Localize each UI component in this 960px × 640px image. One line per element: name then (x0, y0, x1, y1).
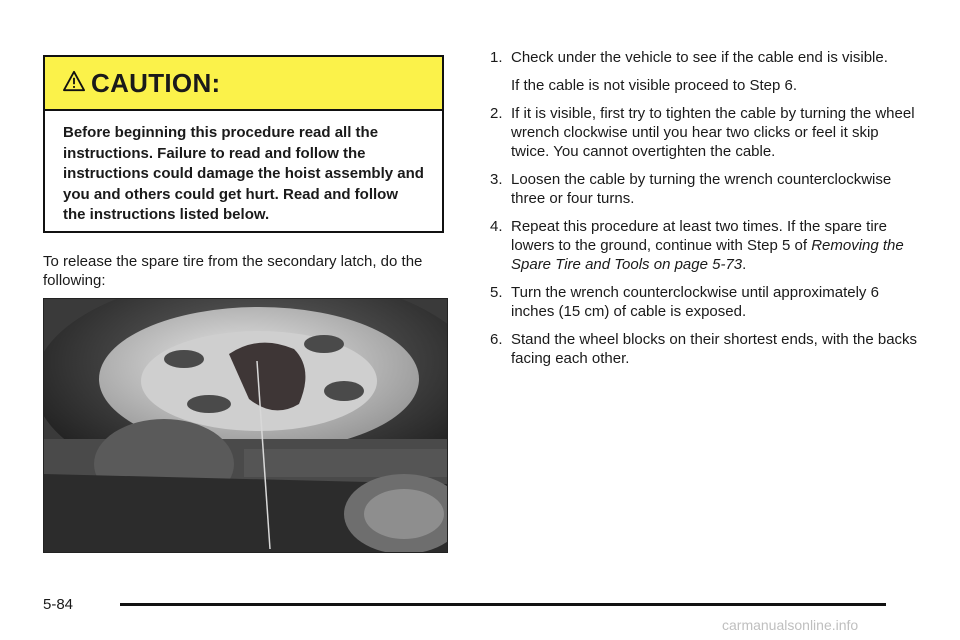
step-text-part: Repeat this procedure at least two times. If the spare tire lowers to the ground, continue with Step 5 of (511, 218, 888, 254)
step-number: 3. (490, 171, 503, 188)
step-number: 2. (490, 105, 503, 122)
step-number: 1. (490, 49, 503, 66)
step-1 (490, 48, 920, 67)
footer-rule (120, 603, 886, 606)
caution-box (43, 55, 444, 233)
step-2 (490, 104, 920, 161)
step-text: If it is visible, first try to tighten the cable by turning the wheel wrench clockwise until you hear two clicks or feel it skip twice. You cannot overtighten the cable. (511, 105, 915, 160)
step-5 (490, 283, 920, 321)
step-text: Check under the vehicle to see if the cable end is visible. (511, 49, 888, 66)
watermark: carmanualsonline.info (722, 617, 859, 633)
page-number: 5-84 (43, 596, 74, 613)
step-number: 5. (490, 284, 503, 301)
caution-header (45, 57, 442, 111)
step-text-part: . (742, 256, 747, 273)
step-number: 4. (490, 218, 503, 235)
spare-tire-photo (43, 298, 448, 553)
caution-title: CAUTION: (91, 67, 221, 98)
step-1-note: If the cable is not visible proceed to Step 6. (511, 77, 798, 94)
intro-paragraph: To release the spare tire from the secondary latch, do the following: (43, 253, 423, 289)
instruction-steps (490, 48, 920, 377)
step-number: 6. (490, 331, 503, 348)
step-6 (490, 330, 920, 368)
step-text: Stand the wheel blocks on their shortest ends, with the backs facing each other. (511, 331, 918, 367)
step-text: Turn the wrench counterclockwise until approximately 6 inches (15 cm) of cable is exposed. (511, 284, 879, 320)
step-4 (490, 217, 920, 274)
step-3 (490, 170, 920, 208)
step-text: Loosen the cable by turning the wrench counterclockwise three or four turns. (511, 171, 892, 207)
step-text (511, 217, 920, 274)
warning-triangle-icon (63, 70, 85, 92)
cross-reference-link: Removing the Spare Tire and Tools on page 5-73 (511, 237, 904, 273)
caution-text: Before beginning this procedure read all the instructions. Failure to read and follow the instructions could damage the hoist assembly and you and others could get hurt. Read and follow the instructions listed below. (63, 124, 424, 223)
